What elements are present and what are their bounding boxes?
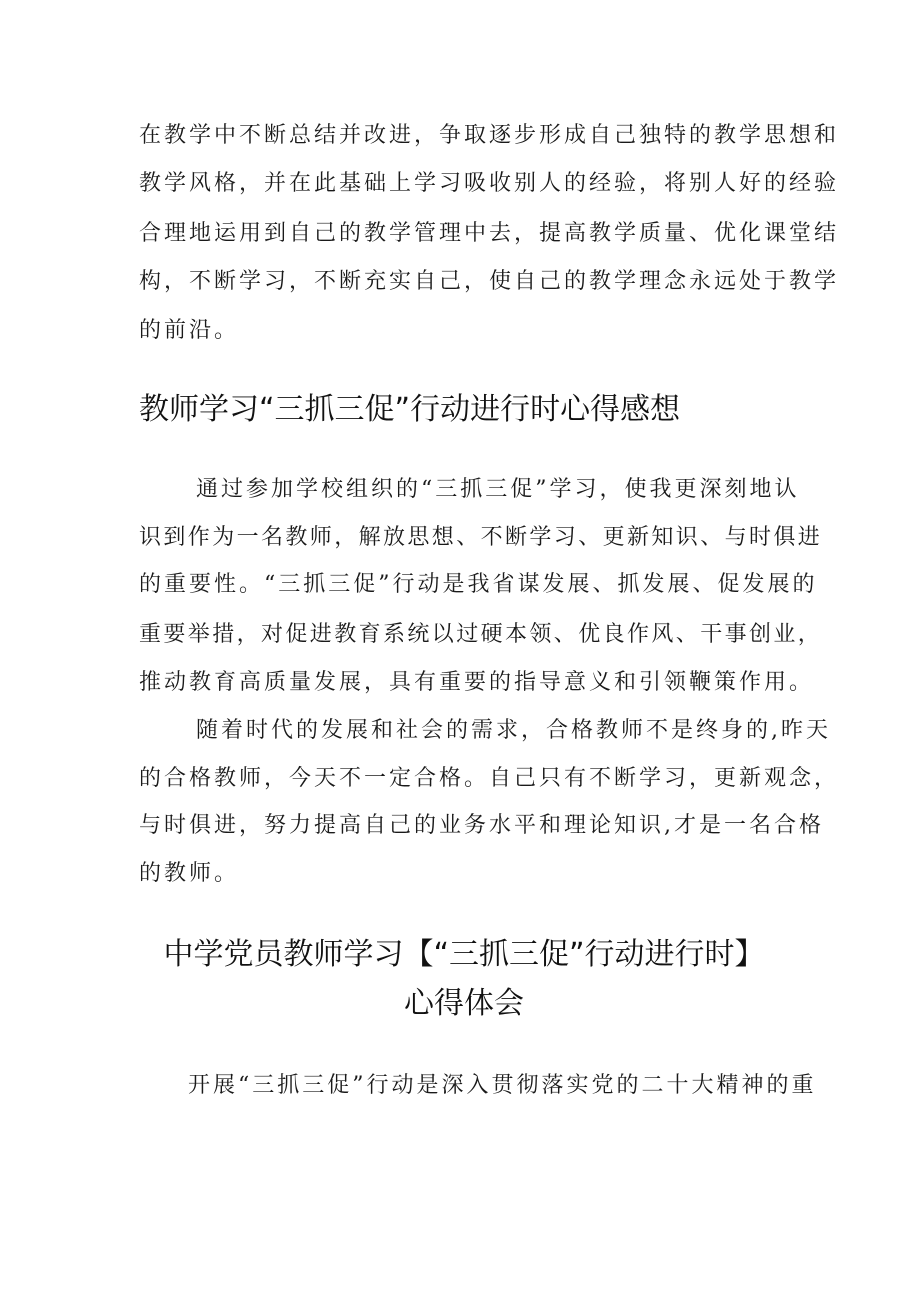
paragraph-line: 重要举措，对促进教育系统以过硬本领、优良作风、干事创业， bbox=[139, 622, 823, 647]
paragraph-line: 的合格教师，今天不一定合格。自己只有不断学习，更新观念， bbox=[139, 766, 840, 791]
paragraph-line: 的前沿。 bbox=[139, 318, 240, 343]
paragraph-line: 通过参加学校组织的“三抓三促”学习，使我更深刻地认 bbox=[196, 477, 800, 502]
paragraph-line: 识到作为一名教师，解放思想、不断学习、更新知识、与时俱进 bbox=[139, 525, 823, 550]
section-2-title-line-2: 心得体会 bbox=[404, 986, 524, 1021]
section-2-title-line-1: 中学党员教师学习【“三抓三促”行动进行时】 bbox=[163, 937, 765, 972]
paragraph-line: 与时俱进，努力提高自己的业务水平和理论知识,才是一名合格 bbox=[139, 813, 824, 838]
paragraph-line: 在教学中不断总结并改进，争取逐步形成自己独特的教学思想和 bbox=[139, 123, 840, 148]
paragraph-line: 开展“三抓三促”行动是深入贯彻落实党的二十大精神的重 bbox=[188, 1073, 817, 1098]
paragraph-line: 随着时代的发展和社会的需求，合格教师不是终身的,昨天 bbox=[196, 718, 831, 743]
paragraph-line: 推动教育高质量发展，具有重要的指导意义和引领鞭策作用。 bbox=[139, 670, 815, 695]
paragraph-line: 的教师。 bbox=[139, 861, 240, 886]
section-1-title: 教师学习“三抓三促”行动进行时心得感想 bbox=[139, 392, 681, 427]
paragraph-line: 构，不断学习，不断充实自己，使自己的教学理念永远处于教学 bbox=[139, 269, 840, 294]
paragraph-line: 教学风格，并在此基础上学习吸收别人的经验，将别人好的经验 bbox=[139, 171, 840, 196]
paragraph-line: 合理地运用到自己的教学管理中去，提高教学质量、优化课堂结 bbox=[139, 221, 840, 246]
paragraph-line: 的重要性。“三抓三促”行动是我省谋发展、抓发展、促发展的 bbox=[139, 572, 818, 597]
